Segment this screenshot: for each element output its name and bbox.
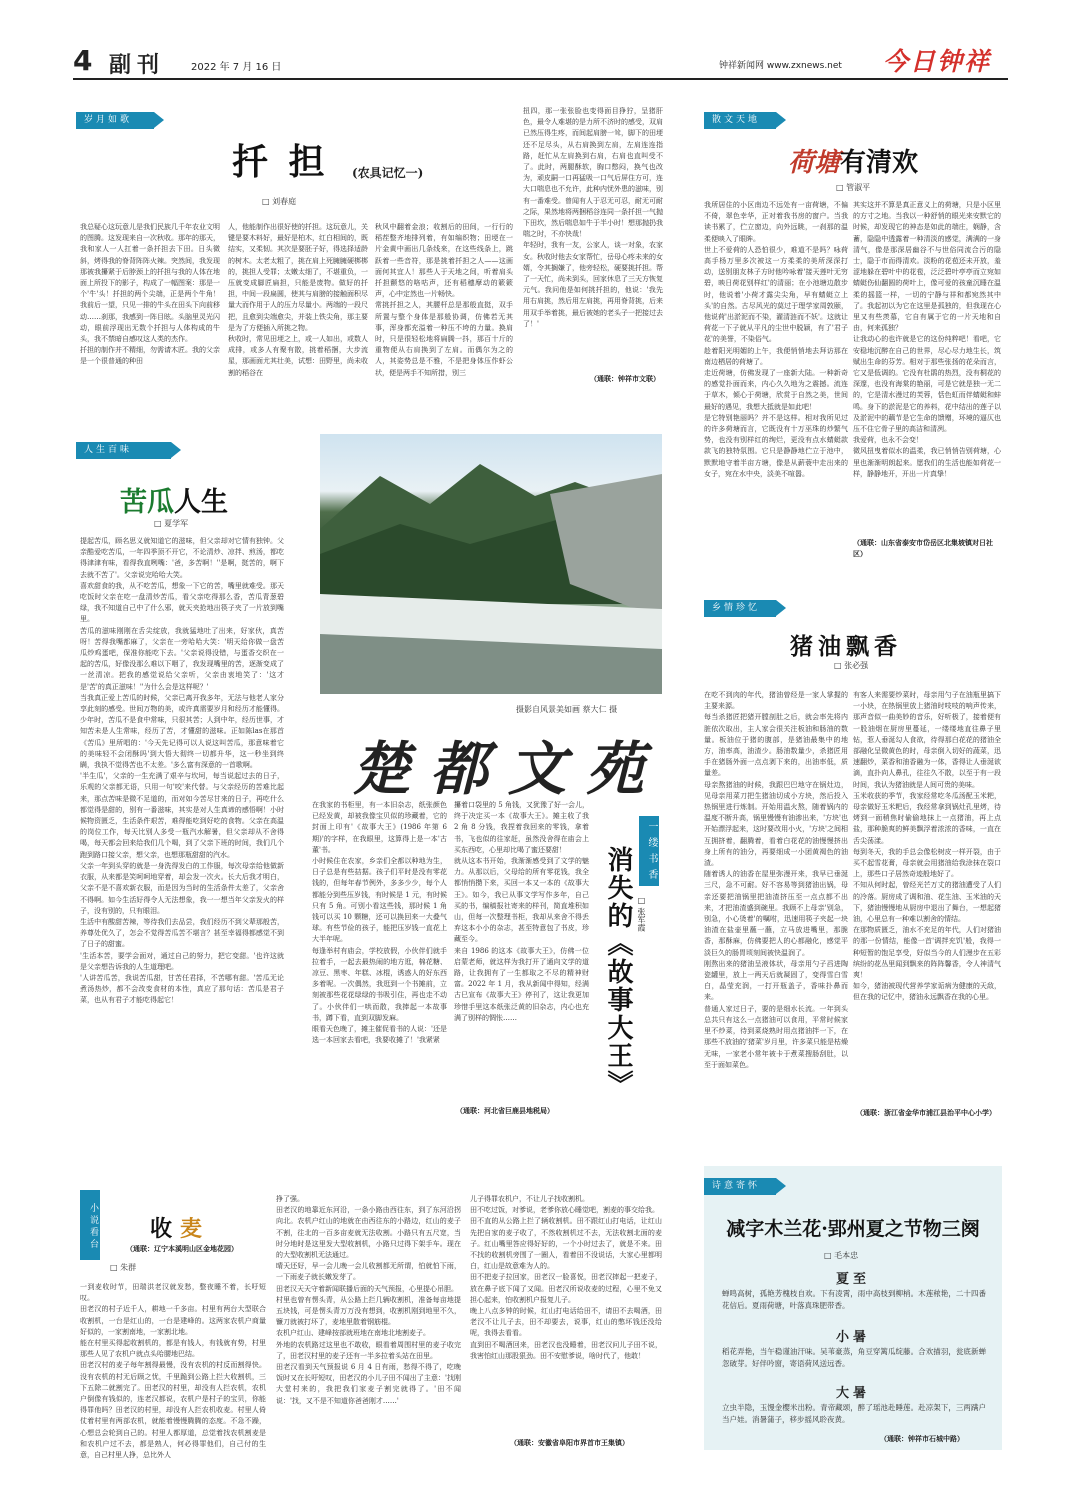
article-body-shoumai-1: 一到麦收时节，田瑞洪老汉就发愁，整夜睡不着，长吁短叹。 田老汉的村子近千人，耕地一千多亩。村里有两台大型联合收割机，一台是红山的，一台是建峰的。这两家农机户商量好似的，一家割南地，一家割北地。 能在村里买得起收割机的，都是有钱人，有钱就有势，村里那些人见了农机户就点头哈腰地巴结。 田老汉村的麦子每年割得最慢，没有农机的村反而割得快。没有农机的村无后顾之忧，千里跪到公路上拦大收割机，三下五除二就割完了。田老汉的村里，却没有人拦农机，农机户倒像有钱似的，连老汉都说，农机户是村子的宝贝，你能得罪他吗？田老汉的村里，却没有人拦农机收麦。村里人倚仗着村里有两部农机，就能着慢慢腾腾的态度。不急不躁，心想总会轮到自己的。村里人都厚道，总觉着找农机割麦是和农机户过不去，都是熟人，何必得罪他们，自己付的生意，自己村里人挣，总比外人 (80, 1283, 266, 1460)
landscape-photo (320, 434, 662, 694)
author-zhuyou: □ 张必强 (834, 661, 869, 670)
chudu-wenyuan-title: 楚都文苑 (352, 735, 665, 803)
section-tag-sui: 岁月如歌 (76, 112, 154, 129)
article-title-gushi: 消失的《故事大王》 (603, 846, 633, 1098)
article-body-shoumai-3: 儿子得罪农机户，不让儿子找收割机。 田不吃过饭，对爹说，老爹你放心睡觉吧，割麦的事交给我。 田不直的从公路上拦了辆收割机。田不跟红山打电话，让红山先把自家的麦子收了，不然收割机过不去，无法收割北面的麦子。红山嘴里答应得好好的，一个小时过去了，就是不来。田不找的收割机旁围了一圈人，看着田不没说话，大家心里都明白，红山是故意难为人的。 田不把麦子拉回家，田老汉一脸喜悦，田老汉摔起一把麦子，放在鼻子底下闻了又闻。田老汉所说收麦的过程，心里不免又担心起来，怕收割机户报复儿子。 晚上八点多钟的时候，红山打电话给田不，请田不去喝酒，田老汉不让儿子去，田不却要去，说事，红山的憋坏钱还没给呢，我得去看看。 直到田不喝酒回来，田老汉也没睡着，田老汉问儿子田不说，我害怕红山那股狠劲。田不安慰爹说，啥时代了，他敢！ (470, 1195, 662, 1360)
article-title-zhuyou: 猪油飘香 (790, 633, 902, 660)
author-shoumai: □ 朱群 (110, 1263, 137, 1272)
section-tag-he: 散文天地 (704, 112, 776, 129)
article-body-qiandan-2: 人，他能制作出很好使的扦担。这玩意儿，关键是要木料好，最好是柏木，红白相间的，既结实，又柔韧。其次是要胚子好，得选择适龄的树木。太老太粗了，挑在肩上死臃臃硬梆梆的，挑担人受罪；太嫩太细了，不堪重负，一压就变成脚匠扁担，只能是废物。做好的扦担，中间一段扁圆，使其与肩膀的接触面积尽量大而作用于人的压力尽量小。两端的一段尺把，且愈到尖端愈尖，并装上铁尖角，那主要是为了方便插入所挑之物。 秋收时，常见田埂之上，或一人如出，或数人成排，或多人有聚有散，挑着稻捆，大步流星，那画面尤其壮美，试想：田野里，尚未收割的稻谷在 (228, 223, 368, 377)
article-body-hetang-2: 其实这并不算是真正意义上的荷塘，只是小区里的方寸之地。当我以一种舒悄的眼光来安默它的时候，却发现它的神态是如此的端庄，娴静，含蓄，隐隐中透露着一种清淡的感觉，满满的一身清气，像是那深居幽谷不与世俗同流合污的隐士，隐于市而得清欢。淡粉的花苞还未开放，羞涩地躲在碧叶中的花苞，泛泛碧叶亭亭而立宛如蜻蜓伤仙翻圆的荷叶上，像可爱的孩童沉睡在温柔的摇篮一样，一切的宁静与祥和都宛然其中了。我起初以为它在这里是孤独的，但我现在心里又有些羡慕，它自有属于它的一片天地和自由，何来孤独？ 让我动心的也许就是它的这份纯粹吧！看吧，它安稳地沉醉在自己的世界，尽心尽力地生长，筑赋出生命的芬芳。相对于那些张扬的花朵而言，它又是低调的。它没有杜鹃的热烈，没有桐花的深邃，也没有海棠的艳丽，可是它就是独一无二的，它是清水漫过的芙蓉，恬色虹而伴蜻蜓和蚌鸣。身下的淤泥是它的养料，花中结出的莲子以及淤泥中的藕节是它生命的馈赠，环境的逼仄也压不住它骨子里的高洁和清冽。 我爱荷，也永不会变！ 微风扭曳着似水的温柔，我已悄悄告别荷塘，心里也渐渐明朗起来。愿我们的生活也能如荷花一样，静静地开，开出一片真挚！ (853, 201, 1001, 478)
article-body-qiandan-1: 我总疑心这玩意儿是我们民族几千年农业文明的图腾。这发现来自一次秋收。那年的那天，我和家人一人扛着一条扦担去下田。日头微斜，烤得我的脊背阵阵火辣。突然间，我发现那被我攥紧于后脖颈上的扦担与我的人体在地面上所投下的影子，构成了一幅图案：那是一个'牛'头！扦担的两个尖端，正是两个牛角！我前后一望，只见一排的牛头在田头下向前移动……刹那，我感到一阵目眩。头脑里灵光闪动，眼前浮现出无数个扦担与人体构成的牛头，我不禁暗自感叹这人类的杰作。 扦担的制作并不精细，勿需请木匠。我的父亲是一个很普通的种田 (80, 223, 220, 366)
issue-date: 2022 年 7 月 16 日 (191, 62, 282, 73)
article-title-hetang (788, 142, 918, 179)
article-subtitle-qiandan: (农具记忆一) (352, 166, 424, 180)
article-body-zhuyou-2: 有客人来需要炒菜时，母亲用勺子在油瓶里搞下一小块，在热锅里放上猪油时吱吱的响声传来，那声音似一曲美妙的音乐，好听极了，接着便有一股油烟在厨房里蔓延，一缕缕地直往鼻子里钻，惹人垂涎勾人食欲，待得那白花花的猪油全部融化呈微黄色的时，母亲倒入切好的蔬菜，迅速翻炒，菜香和油香融为一体，香得让人垂涎欲滴，直扑向人鼻孔，往往久不散，以至于有一段时间，我认为猪油就是人间可贵的美味。 玉米收获的季节，我家经常吃冬瓜汤配玉米粑，母亲做好玉米粑后，我经常拿到锅灶孔里烤，待烤到一面稍焦时偷偷地抹上一点猪油，再上点盐，那种脆爽的鲜美飘浮着浓浓的香味，一直在舌尖荡漾。 每到冬天，我的手总会像松树皮一样开裂，由于买不起雪花膏，母亲就会用猪油给我涂抹在裂口上，那些口子居然奇迹般地好了。 不知从何时起，曾经光芒万丈的猪油遭受了人们的冷落。厨房成了调和油、花生油、玉米油的天下，猪油慢慢地从厨房中退出了舞台，一想起猪油，心里总有一种难以割舍的情结。 在那物质匮乏，油水不充足的年代，人们对猪油的那一份情结，能像一首'调拌充饥'般，我得一种短暂的饱足享受，好似当今的人们漫步在五彩缤纷的花丛里闻到飘来的阵阵馨香，令人神清气爽！ 如今，猪油被现代营养学家诟病为健康的天敌，但在我的记忆中，猪油永远飘香在我的心里。 (853, 691, 1001, 1002)
source-shoumai: （通联：安徽省阜阳市界首市王集镇） (510, 1439, 629, 1447)
article-body-qiandan-3: 秋风中翻着金浪；收割后的田间，一行行的稻茬整齐地排列着，有如编织物；田埂在一片金黄中画出几条线来，在这些线条上，跳跃着一些音符，那是挑着扦担之人——这画面何其宜人！那些人于天地之间，听着肩头扦担颤悠的咯咕声，还有稻穗摩动的簌簌声，心中定然也一片畅快。 常挑扦担之人，其腰杆总是那般直挺，双手所置与整个身体是那般协调，仿佛若无其事，浑身都充溢着一种压不垮的力量。换肩时，只是很轻松地将扁腾一抖，那百十斤的重物便从右肩换到了左肩。而偶尔为之的人，其姿势总是不雅，不是把身体压作虾公状，便是两手不知所措，别三 (375, 223, 513, 377)
title-shoumai-main: 收 (150, 1216, 181, 1242)
section-tag-ku: 人生百味 (76, 442, 171, 459)
title-hetang-accent: 荷塘 (788, 148, 841, 178)
poem-name-xiazhi: 夏至 (835, 1272, 870, 1287)
source-hetang: （通联：山东省泰安市岱岳区北集坡镇对日社区） (853, 539, 993, 558)
newspaper-logo: 今日钟祥 (883, 47, 992, 76)
article-title-shoumai (150, 1212, 210, 1243)
title-kugua-main: 人生 (174, 487, 228, 518)
source-qiandan: （通联：钟祥市文联） (590, 375, 660, 383)
source-zhuyou: （通联：浙江省金华市浦江县治平中心小学） (856, 1109, 996, 1117)
landscape-illustration (320, 434, 662, 694)
source-kugua: （通联：辽宁本溪明山区金地花园） (126, 1245, 238, 1253)
article-title-kugua (120, 480, 228, 519)
source-gushi: （通联：河北省巨鹿县地税局） (456, 1107, 554, 1115)
section-name: 副刊 (109, 52, 166, 78)
article-title-poem: 减字木兰花·郢州夏之节物三阕 (726, 1218, 980, 1240)
news-site[interactable]: 钟祥新闻网 www.zxnews.net (719, 61, 842, 71)
title-shoumai-accent: 麦 (180, 1216, 211, 1242)
title-hetang-main: 有清欢 (840, 148, 919, 178)
author-gushi: □ 张军霞 (637, 896, 646, 932)
title-kugua-accent: 苦瓜 (120, 487, 174, 518)
poem-name-dashu: 大暑 (835, 1386, 870, 1401)
poem-name-xiaoshu: 小暑 (835, 1330, 870, 1345)
article-body-kugua: 提起苦瓜，顾名思义就知道它的滋味，但父亲却对它情有独钟。父亲酷爱吃苦瓜，一年四季顶不开它，不论清炒、凉拌、煎汤，都吃得津津有味，看得我直咧嘴：'爸，多苦啊！''是啊，挺苦的，啊下去就不苦了'。父亲说完哈哈大笑。 喜欢甜食的我，从不吃苦瓜，想象一下它的苦，嘴里就难受。那天吃饭时父亲在吃一盘清炒苦瓜，看父亲吃得那么香，苦瓜青葱碧绿，我不知道自己中了什么邪，就天夹抢地出筷子夹了一片放到嘴里。 苦瓜的滋味刚刚在舌尖绽放，我就猛地吐了出来，好家伙，真苦呀！苦得我嘴都麻了，父亲在一旁哈哈大笑：'明天给你做一盘苦瓜炒鸡蛋吧，保准你能吃下去。'父亲说得没错，与蛋香交织在一起的苦瓜，好像没那么难以下咽了，我发现嘴里的苦，逐渐变成了一丝清凉。把我的感觉说给父亲听，父亲由衷地笑了：'这才是'苦'的真正滋味！''为什么会是这样呢？' 当我真正爱上苦瓜的时候，父亲已离开我多年，无法与他老人家分享此刻的感受。世间万物的美，或许真需要岁月和经历才能懂得。少年时，苦瓜不是食中常味，只很其苦；人到中年，经历世事，才知苦未是人生常味，经历了苦，才懂甜的滋味。正如陈las在那首《苦瓜》里所唱的：'今天先记得可以人说这叫苦瓜，那意味着它的美味轻不会闭酥吗'到大悟大彻终一切都升华，这一秒坐到终瞒，我执不觉得苦也不太差。'多么富有深意的一首歌啊。 '半生瓜'，父亲的一生充满了艰辛与坎坷，每当说起过去的日子，乐观的父亲都无语，只用一句'咬'来代替。与父亲经历的苦难比起来，那点苦味是微不足道的，而对如今苦尽甘来的日子，再吃什么都觉得是甜的，别有一番滋味，其实是对人生真谛的感悟啊！小时候物资匮乏，生活条件艰苦，难得能吃到好吃的食物。父亲在高温的岗位工作，每天比别人多受一瓶汽水解暑，但父亲却从不舍得喝，每天都会回来给我们几个喝，到了父亲下班的时间，我们几个跑到路口接父亲，想父亲，也想那瓶甜甜的汽水。 父亲一年到头穿的就是一身洗得发白的工作服，每次母亲给他做新衣服，从来都是笑呵呵地穿着，却会发一次火。长大后我才明白，父亲不是不喜欢新衣服，而是因为当时的生活条件太差了，父亲舍不得啊。如今生活好得令人无法想象，我一一想当年父亲发火的样子，没有别的，只有眼泪。 生活中有酸甜苦辣，等待我们去品尝，我们经历不到父辈那般苦，养尊处优久了，怎会不觉得苦瓜苦不堪言？甚至幸福得都感觉不到了日子的甜蜜。 '生活本苦，要学会面对，通过自己的努力，把它变甜。'也许这就是父亲想告诉我的人生道理吧。 '人讲苦瓜苦，我说苦瓜甜，甘苦任君择，不苦哪有甜。'苦瓜无论煮汤热炒，都不会改变食材的本性，真应了那句话：苦瓜是君子菜，也从有君子才能吃得起它！ (80, 537, 284, 1005)
article-body-shoumai-2: 挣了强。 田老汉的地靠近东河沿，一条小路由西往东，到了东河沿拐向北。农机户红山的地就在由西往东的小路边，红山的麦子不割，往北的一百多亩麦就无法收割。小路只有五尺宽，当时分地时是这里发大型收割机，小路只过得下架手车。现在的大型收割机无法通过。 晴天还好，早一会儿晚一会儿收割都无所谓，怕就怕下雨，一下雨麦子就长嫩发芽了。 田老汉天天守着新闻联播后面的天气预报，心里提心吊胆。 村里也曾有愣头青，从公路上拦几辆收割机，准备每亩地提五块钱，可是愣头青万万没有想到，收割机刚到地里不久，镰刀就被打坏了，麦地里散着钢筋棍。 农机户红山、建峰按部就班地在南地北地割麦子。 外地的农机路过这里也不敢收，眼看着周围村里的麦子收完了，田老汉村里的麦子还有一半多拉着头站在田里。 田老汉看到天气预报说 6 月 4 日有雨，愁得不得了，吃晚饭时又在长吁短叹，田老汉的小儿子田不闻出了主意：'找刚大堂村来的，我把我们家麦子割完就得了。'田不闻说：'找，又不是不知道你爸爸刚才……' (276, 1195, 461, 1405)
poem-text-dashu: 立虫半隐，玉馒金樱米出粉。青帝藏颂，醉了瑶池赴睡莲。赴凉架下，三两蹒户当户娃。消暑蒲子，移步摇风聆夜黄。 (722, 1403, 986, 1424)
section-tag-zhu: 乡情珍忆 (704, 600, 776, 617)
article-body-hetang-1: 我所居住的小区南边不远处有一亩荷塘，不偏不倚，翠色幸华，正对着我书房的窗户。当我读书累了，伫立窗边，向外远眺，一刹那的温柔便映入了眼眸。 世上不爱荷的人恐怕很少，难道不是吗？咏荷高手杨万里多次被这一方柔柔的美所深深打动，送别朋友林子方时他吟咏着'接天莲叶无穷碧，映日荷花别样红'的清丽；在小池塘边散步时，他说着'小荷才露尖尖角，早有蜻蜓立上头'的自然。古尽风光的莫过于理学家周敦颐，他说荷'出淤泥而不染，濯清涟而不妖'。这就让荷花一下子就从平凡的尘世中脱颖，有了'君子花'的美誉，不染俗气。 趁着阳光明媚的上午，我便悄悄地去拜访那在南边栖居的荷塘了。 走近荷塘，仿佛发现了一座新大陆。一种新奇的感觉扑面而来，内心久久地为之震撼。流连于草木，倾心于荷塘，欣赏于自然之美，世间最好的遇见，我想大抵就是如此吧！ 是它特别艳丽吗？并不是这样。相对我所见过的许多荷塘而言，它既没有十万巫珠的炒繁气势，也没有别样红的绚烂，更没有点水蜻蜓款款飞的独特氛围。它只是静静地伫立于池中，默默地守着半亩方塘，像是从薪蓑中走出来的女子，宛在水中央，淡美不喧嚣。 (704, 201, 848, 478)
section-tag-jian: 诗意寄怀 (704, 1178, 776, 1195)
masthead (73, 42, 1008, 80)
page-number: 4 (73, 44, 93, 77)
article-title-qiandan: 扦 担 (232, 141, 329, 183)
section-tag-xiao: 一缕书香 (639, 816, 659, 886)
article-body-zhuyou-1: 在吃不到肉的年代，猪油曾经是一家人掌握的主要来源。 每当杀猪匠把猪开膛剖肚之后，就会率先将内脏依次取出，主人家会很关注板油和肠油的数量。板油位于猪的腹部，是猪油最集中的地方，油率高，油渣少。肠油数量少，杀猪匠用手在猪肠外面一点点剥下来的，出油率低，质量差。 母亲熬猪油的时候，我跟巴巴地守在锅灶边，见母亲用菜刀把生猪油切成小方块，然后投入热锅里进行炼制。开始用温火熬，随着锅内的温度不断升高，锅里慢慢有油渗出来，'方块'也开始漂浮起来，这时要改用小火，'方块'之间相互拥挤着，翻腾着，看着白花花的油慢慢挤出身上所有的油分，再要细成一小团黄褐色的油渣。 随着诱人的油香在屋里弥漫开来，我早已垂涎三尺，急不可耐。好不容易等到猪油出锅，母亲还要把油锅里把油渣挤压至一点点都不出来，才把油渣盛到碗里。我顾不上母亲'别急，别急，小心烫着'的嘱咐，迅速用筷子夹起一块油渣在盐壶里蘸一蘸，立马放进嘴里，那脆香，那酥麻，仿佛要把人的心都融化，感觉平淡巨久的肠胃顷刻间被快温润了。 刚熬出来的猪油呈液体状，母亲用勺子舀进陶瓷罐里，放上一两天后就凝固了，变得雪白雪白，晶莹充润，一打开瓶盖子，香味扑鼻而来。 普通人家过日子，要的是细水长流。一年到头总共只有这么一点猪油可以食用，平常时候家里不炒菜，待到菜烧熟时用点猪油拌一下，在那些不放油的'猪菜'岁月里，许多菜只能是枯燥无味，一家老小常年被卡于煮菜搜肠刮肚，以至于面如菜色。 (704, 691, 848, 1069)
poem-text-xiazhi: 蝉鸣高树，孤艳芳槐枝自欢。下有凌霄，雨中高枝到柳梢。木莲秾艳，二十四番花信后。夏雨荷塘，叶落真珠肥带香。 (722, 1289, 986, 1310)
author-qiandan: □ 刘春庭 (262, 197, 297, 206)
source-poem: （通联：钟祥市石城中路） (880, 1435, 964, 1443)
poem-box (704, 1166, 1002, 1450)
author-poem: □ 毛本忠 (824, 1251, 859, 1260)
article-body-gushi-2: 攥着口袋里的 5 角钱，又犹豫了好一会儿，终于决定买一本《故事大王》。摊主收了我 2 角 8 分钱，我捏着我回来的零钱，拿着书，飞也似的往家赶，虽然没舍得在庙会上买东西吃，心里却比喝了蜜还要甜！ 就从这本书开始，我渐渐感受到了文学的魅力。从那以后，父母给的所有零花钱，我全都悄悄攒下来，买回一本又一本的《故事大王》。如今，我已从事文学写作多年，自己买的书，编稿报社寄来的样刊，简直堆积如山，但每一次整理书柜，我却从来舍不得丢弃这本小小的杂志，甚至特意包了书皮，珍藏至今。 来自 1986 的这本《故事大王》，仿佛一位启蒙老师，就这样为我打开了通向文学的道路，让我拥有了一生都取之不尽的精神财富。2022 年 1 月，我从新闻中得知，经满古巳宣布《故事大王》停刊了，这让我更加珍惜手里这本纸张泛黄的旧杂志，内心也充满了别样的惆怅…… (454, 801, 589, 1022)
author-kugua: □ 夏学军 (154, 519, 189, 528)
author-hetang: □ 管淑平 (836, 183, 871, 192)
section-tag-shou: 小说看台 (80, 1190, 100, 1260)
article-body-gushi-1: 在我家的书柜里，有一本旧杂志，纸张颜色已经发黄，却被我像宝贝似的珍藏着，它的封面上印有'《故事大王》(1986 年第 6 期)'的字样，在我眼里，这算得上是一本'古董'书。 小时候住在农家，乡亲们全都以种地为生，日子总是有些拮据。孩子们平时是没有零花钱的，但每年春节例外，多多少少，每个人都能分到些压岁钱，有时候是 1 元，有时候只有 5 角。可别小看这些钱，那时候 1 角钱可以买 10 颗糖，还可以换回来一大叠气球。有些节俭的孩子，能把压岁钱一直花上大半年呢。 每逢举村有庙会，学校放假，小伙伴们就手拉着手，一起去最热闹的地方逛，棉花糖、凉豆、黑枣、年糕、冰棍，诱惑人的好东西多着呢。一次偶然，我逛到一个书摊前，立刻被那些花花绿绿的书吸引住，再也走不动了。小伙伴们一哄而散，我捧起一本故事书，蹲下看，直到双脚发麻。 眼看天色晚了，摊主催促看书的人说：'还是选一本回家去看吧，我要收摊了！'我紧紧 (312, 801, 447, 1045)
article-body-qiandan-4: 扭四，那一张张脸也变得面目狰狞，呈猪肝色，最令人难堪的是力所不济时的感受，双肩已然压得生疼，而间起肩膀一耸，脚下的田埂还不足尽头，从右肩换到左肩，左肩连连指路，赶忙从左肩换到右肩，右肩也直叫受不了。此时，两腿酥软，胸口憋闷，换气也改为，顽皮嗣一口再猛吸一口气后屏住方可，连大口喘息也不允许，此种内忧外患的滋味，别有一番难受。曾闻有人于忍无可忍，耐无可耐之际，果然地将两捆稻谷连同一条扦担一气抛下田坎，然后喘息如牛于半小时！想那抛扔我喘之时，不亦快哉！ 年轻时，我有一友，公家人，谈一对象，农家女。秋收时他去女家帮忙，岳母心疼未来的女婿，令其搁嫌了，他旁轻松，硬要挑扦担。帮了一天忙，尚未到头，回家休息了三天方恢复元气。我问他是如何挑扦担的，他说：'我先用右肩挑，然后用左肩挑，再用脊背挑，后来用双手举着挑，最后被她的老头子一把接过去了！' (523, 107, 663, 328)
photo-caption: 摄影自风景美如画 蔡大仁 摄 (516, 705, 618, 714)
poem-text-xiaoshu: 稻花弄艳，当午稳谨油汗味。吴苇豪蒸，角豆穿篱瓜绽藤。合欢描羽，瓮底新蝉忽破芽。好伴吟窗，寄语荷风送远香。 (722, 1347, 986, 1368)
